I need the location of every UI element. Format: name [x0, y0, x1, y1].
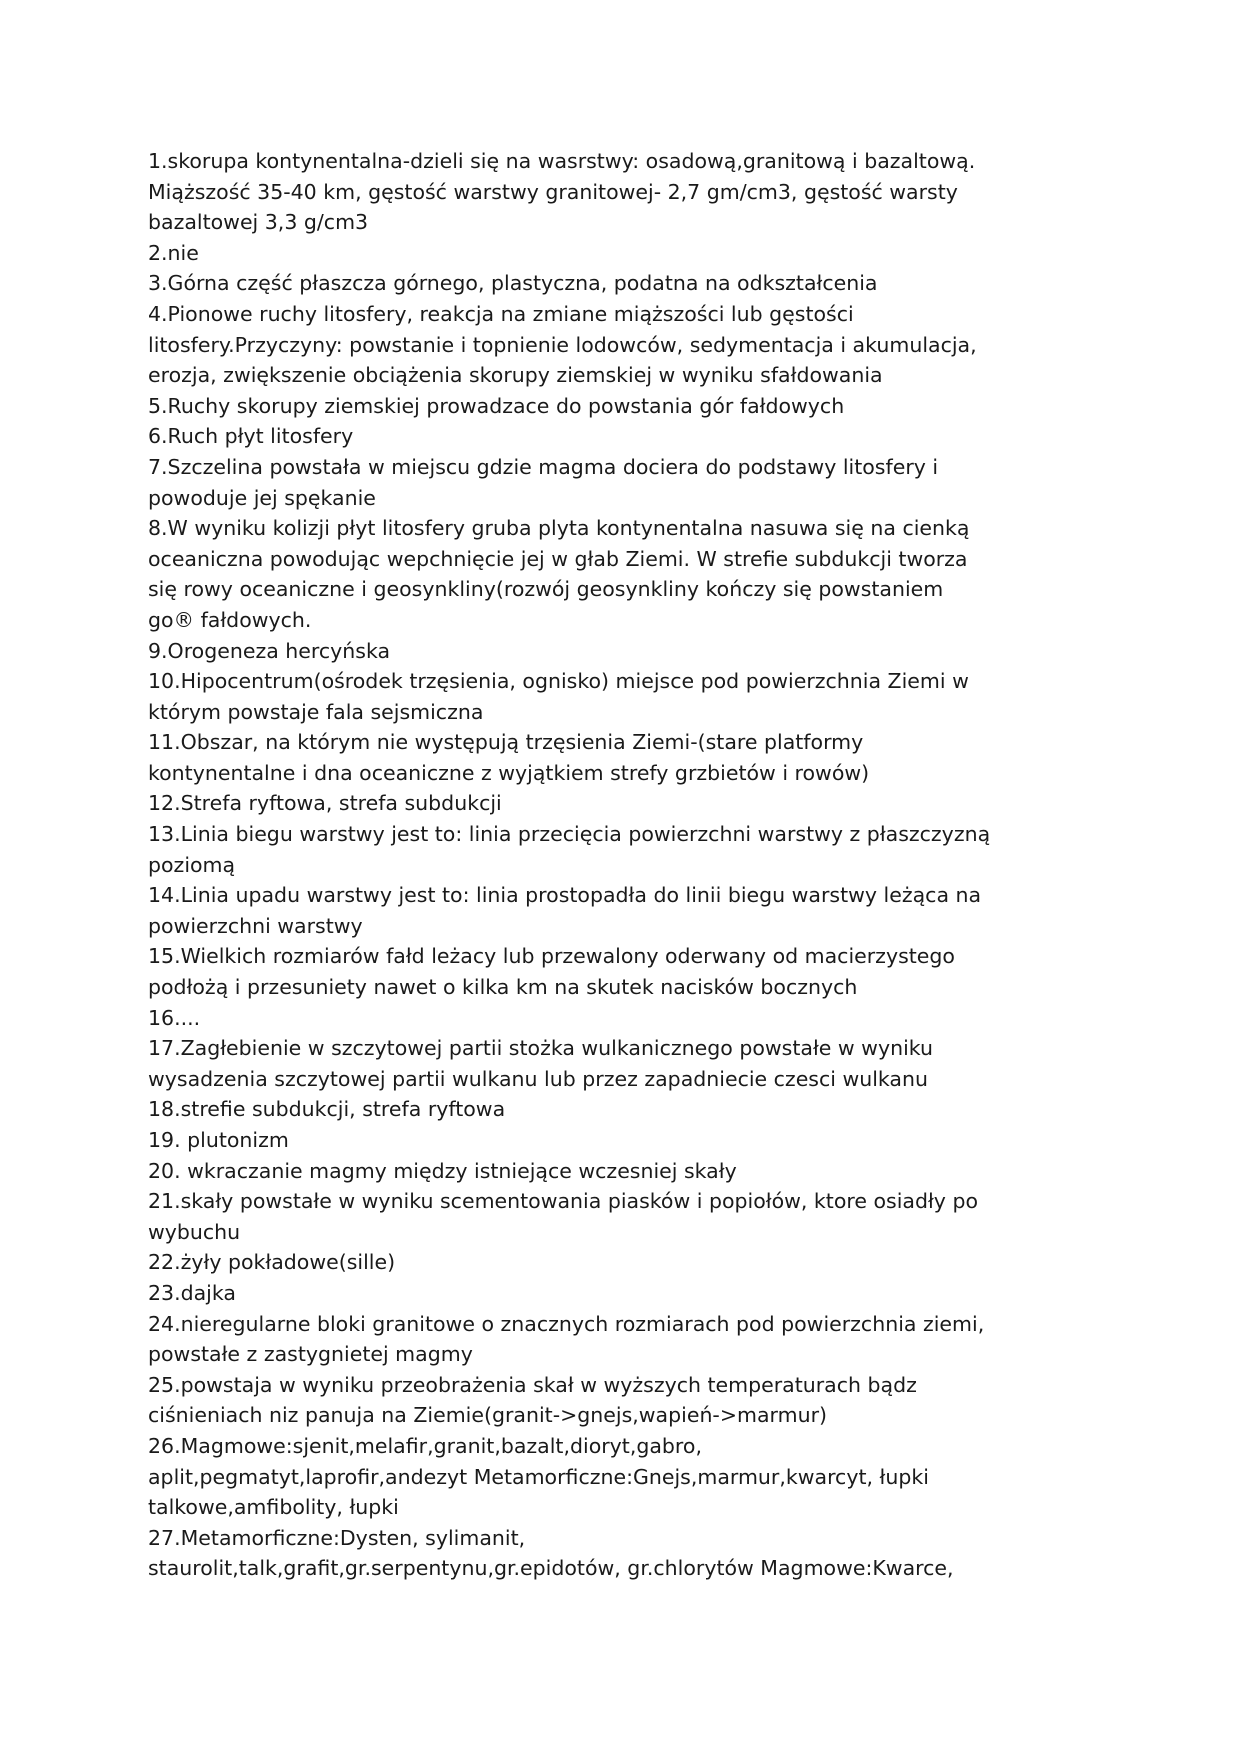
- text-line: poziomą: [148, 852, 236, 877]
- text-line: 16....: [148, 1005, 201, 1030]
- text-line: erozja, zwiększenie obciążenia skorupy ziemskiej w wyniku sfałdowania: [148, 363, 883, 388]
- text-line: kontynentalne i dna oceaniczne z wyjątkiem strefy grzbietów i rowów): [148, 760, 870, 785]
- text-line: go® fałdowych.: [148, 607, 312, 632]
- text-line: bazaltowej 3,3 g/cm3: [148, 210, 369, 235]
- text-line: 18.strefie subdukcji, strefa ryftowa: [148, 1097, 506, 1122]
- text-line: podłożą i przesuniety nawet o kilka km na skutek nacisków bocznych: [148, 975, 858, 1000]
- text-line: 2.nie: [148, 240, 199, 265]
- text-line: 5.Ruchy skorupy ziemskiej prowadzace do powstania gór fałdowych: [148, 393, 845, 418]
- text-line: 27.Metamorficzne:Dysten, sylimanit,: [148, 1525, 526, 1550]
- text-line: 9.Orogeneza hercyńska: [148, 638, 391, 663]
- text-line: 23.dajka: [148, 1280, 236, 1305]
- text-line: oceaniczna powodując wepchnięcie jej w głab Ziemi. W strefie subdukcji tworza: [148, 546, 968, 571]
- text-line: 21.skały powstałe w wyniku scementowania piasków i popiołów, ktore osiadły po: [148, 1189, 978, 1214]
- text-line: powierzchni warstwy: [148, 913, 363, 938]
- text-line: 24.nieregularne bloki granitowe o znacznych rozmiarach pod powierzchnia ziemi,: [148, 1311, 985, 1336]
- text-line: 12.Strefa ryftowa, strefa subdukcji: [148, 791, 502, 816]
- text-line: ciśnieniach niz panuja na Ziemie(granit->gnejs,wapień->marmur): [148, 1403, 827, 1428]
- text-line: 13.Linia biegu warstwy jest to: linia przecięcia powierzchni warstwy z płaszczyzną: [148, 822, 991, 847]
- text-line: aplit,pegmatyt,laprofir,andezyt Metamorficzne:Gnejs,marmur,kwarcyt, łupki: [148, 1464, 929, 1489]
- text-line: się rowy oceaniczne i geosynkliny(rozwój geosynkliny kończy się powstaniem: [148, 577, 944, 602]
- text-line: 26.Magmowe:sjenit,melafir,granit,bazalt,dioryt,gabro,: [148, 1433, 702, 1458]
- text-line: talkowe,amfibolity, łupki: [148, 1495, 399, 1520]
- text-line: powstałe z zastygnietej magmy: [148, 1342, 473, 1367]
- text-line: powoduje jej spękanie: [148, 485, 376, 510]
- text-line: 14.Linia upadu warstwy jest to: linia prostopadła do linii biegu warstwy leżąca na: [148, 883, 982, 908]
- text-line: 1.skorupa kontynentalna-dzieli się na wasrstwy: osadową,granitową i bazaltową.: [148, 149, 976, 173]
- text-line: którym powstaje fala sejsmiczna: [148, 699, 484, 724]
- text-line: wysadzenia szczytowej partii wulkanu lub przez zapadniecie czesci wulkanu: [148, 1066, 928, 1091]
- text-line: 19. plutonizm: [148, 1128, 289, 1152]
- text-line: 17.Zagłebienie w szczytowej partii stożka wulkanicznego powstałe w wyniku: [148, 1036, 933, 1061]
- text-line: 4.Pionowe ruchy litosfery, reakcja na zmiane miąższości lub gęstości: [148, 301, 854, 326]
- text-line: wybuchu: [148, 1219, 241, 1244]
- document-text: [148, 146, 1148, 1584]
- text-line: 15.Wielkich rozmiarów fałd leżacy lub przewalony oderwany od macierzystego: [148, 944, 955, 969]
- text-line: 20. wkraczanie magmy między istniejące wczesniej skały: [148, 1158, 737, 1183]
- text-line: 25.powstaja w wyniku przeobrażenia skał w wyższych temperaturach bądz: [148, 1372, 917, 1397]
- text-line: 7.Szczelina powstała w miejscu gdzie magma dociera do podstawy litosfery i: [148, 454, 939, 479]
- text-line: 22.żyły pokładowe(sille): [148, 1250, 396, 1275]
- text-line: 8.W wyniku kolizji płyt litosfery gruba plyta kontynentalna nasuwa się na cienką: [148, 516, 970, 541]
- text-line: 11.Obszar, na którym nie występują trzęsienia Ziemi-(stare platformy: [148, 730, 864, 755]
- text-line: litosfery.Przyczyny: powstanie i topnienie lodowców, sedymentacja i akumulacja,: [148, 332, 977, 357]
- text-line: Miąższość 35-40 km, gęstość warstwy granitowej- 2,7 gm/cm3, gęstość warsty: [148, 179, 958, 204]
- text-line: staurolit,talk,grafit,gr.serpentynu,gr.epidotów, gr.chlorytów Magmowe:Kwarce,: [148, 1556, 954, 1581]
- text-line: 3.Górna część płaszcza górnego, plastyczna, podatna na odkształcenia: [148, 271, 878, 296]
- text-line: 10.Hipocentrum(ośrodek trzęsienia, ognisko) miejsce pod powierzchnia Ziemi w: [148, 669, 969, 694]
- text-line: 6.Ruch płyt litosfery: [148, 424, 354, 449]
